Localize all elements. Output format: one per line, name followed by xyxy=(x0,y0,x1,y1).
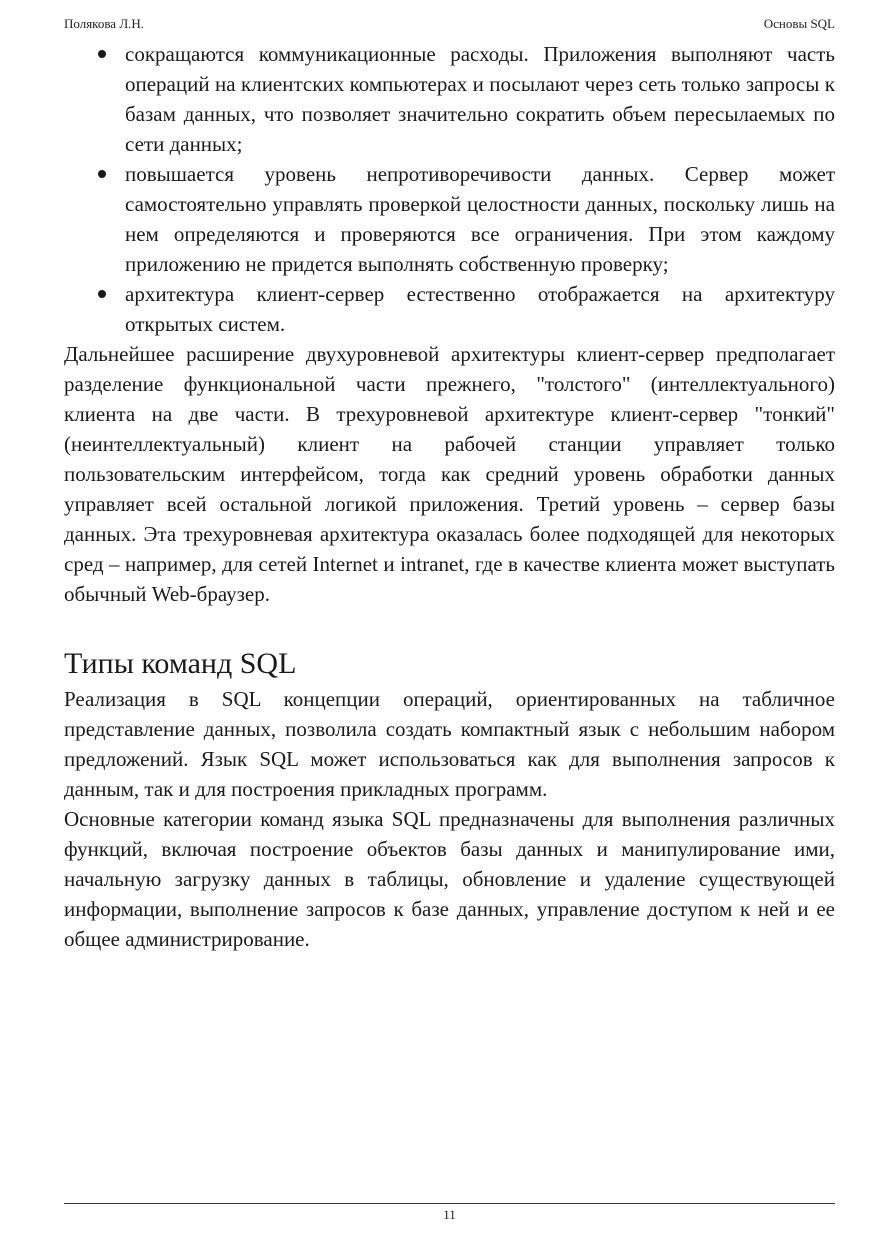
header-title: Основы SQL xyxy=(763,16,835,31)
bullet-list xyxy=(64,39,835,339)
header-author: Полякова Л.Н. xyxy=(64,16,145,31)
bullet-text: сокращаются коммуникационные расходы. Приложения выполняют часть операций на клиентских компьютерах и посылают через сеть только запросы к базам данных, что позволяет значительно сократить объем пересылаемых по сети данных; xyxy=(125,42,835,156)
paragraph-three-tier-architecture: Дальнейшее расширение двухуровневой архитектуры клиент-сервер предполагает разделение функциональной части прежнего, "толстого" (интеллектуального) клиента на две части. В трехуровневой архитектуре клиент-сервер "тонкий" (неинтеллектуальный) клиент на рабочей станции управляет только пользовательским интерфейсом, тогда как средний уровень обработки данных управляет всей остальной логикой приложения. Третий уровень – сервер базы данных. Эта трехуровневая архитектура оказалась более подходящей для некоторых сред – например, для сетей Internet и intranet, где в качестве клиента может выступать обычный Web-браузер. xyxy=(64,342,835,606)
bullet-icon xyxy=(98,50,106,58)
document-page xyxy=(64,0,835,1241)
bullet-icon xyxy=(98,290,106,298)
running-header xyxy=(64,16,835,32)
section-heading: Типы команд SQL xyxy=(64,647,297,680)
paragraph-sql-concept: Реализация в SQL концепции операций, ориентированных на табличное представление данных, позволила создать компактный язык с небольшим набором предложений. Язык SQL может использоваться как для выполнения запросов к данным, так и для построения прикладных программ. xyxy=(64,687,835,801)
bullet-item xyxy=(64,159,835,279)
bullet-item xyxy=(64,39,835,159)
page-number: 11 xyxy=(443,1207,456,1222)
bullet-icon xyxy=(98,170,106,178)
page-content xyxy=(64,39,835,954)
bullet-item xyxy=(64,279,835,339)
footer-divider xyxy=(64,1203,835,1204)
bullet-text: архитектура клиент-сервер естественно отображается на архитектуру открытых систем. xyxy=(125,282,835,336)
paragraph-command-categories: Основные категории команд языка SQL предназначены для выполнения различных функций, включая построение объектов базы данных и манипулирование ими, начальную загрузку данных в таблицы, обновление и удаление существующей информации, выполнение запросов к базе данных, управление доступом к ней и ее общее администрирование. xyxy=(64,807,835,951)
bullet-text: повышается уровень непротиворечивости данных. Сервер может самостоятельно управлять проверкой целостности данных, поскольку лишь на нем определяются и проверяются все ограничения. При этом каждому приложению не придется выполнять собственную проверку; xyxy=(125,162,835,276)
